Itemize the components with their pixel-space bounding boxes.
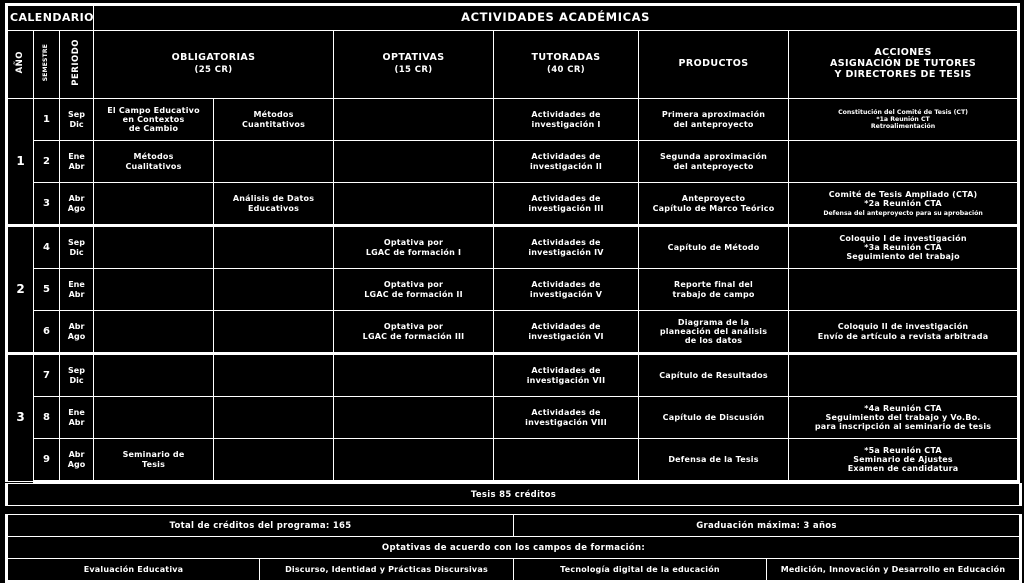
cell-productos: Segunda aproximación del anteproyecto: [639, 141, 789, 183]
cell-obligatorias-2: [214, 311, 334, 354]
footer-campo-3: Medición, Innovación y Desarrollo en Educación: [767, 559, 1021, 582]
cell-acciones: Coloquio I de investigación *3a Reunión CTA Seguimiento del trabajo: [789, 226, 1019, 269]
curriculum-table: [5, 3, 1020, 483]
period-cell: Abr Ago: [60, 311, 94, 354]
cell-productos: Primera aproximación del anteproyecto: [639, 99, 789, 141]
header-obligatorias: OBLIGATORIAS (25 CR): [94, 31, 334, 99]
cell-acciones: Coloquio II de investigación Envío de artículo a revista arbitrada: [789, 311, 1019, 354]
cell-productos: Defensa de la Tesis: [639, 439, 789, 482]
header-actividades-academicas: ACTIVIDADES ACADÉMICAS: [94, 5, 1019, 31]
footer-row-campos: [7, 559, 1021, 582]
cell-obligatorias-2: Métodos Cuantitativos: [214, 99, 334, 141]
semester-cell: 6: [34, 311, 60, 354]
cell-obligatorias-2: [214, 439, 334, 482]
header-optativas: OPTATIVAS (15 CR): [334, 31, 494, 99]
footer-tesis-creditos: Tesis 85 créditos: [7, 484, 1021, 506]
semester-cell: 5: [34, 269, 60, 311]
cell-obligatorias: [94, 397, 214, 439]
year-cell: 2: [7, 226, 34, 354]
footer-block: [5, 483, 1019, 583]
year-cell: 3: [7, 354, 34, 482]
cell-tutoradas: Actividades de investigación III: [494, 183, 639, 226]
semester-cell: 7: [34, 354, 60, 397]
footer-campo-0: Evaluación Educativa: [7, 559, 260, 582]
period-cell: Ene Abr: [60, 397, 94, 439]
cell-acciones: *4a Reunión CTA Seguimiento del trabajo y Vo.Bo. para inscripción al seminario de tesis: [789, 397, 1019, 439]
program-map-sheet: [0, 3, 1024, 574]
cell-acciones: [789, 141, 1019, 183]
cell-productos: Reporte final del trabajo de campo: [639, 269, 789, 311]
table-row: [7, 183, 1019, 226]
cell-obligatorias: [94, 226, 214, 269]
cell-acciones: [789, 269, 1019, 311]
table-header-columns: [7, 31, 1019, 99]
cell-tutoradas: [494, 439, 639, 482]
period-cell: Ene Abr: [60, 141, 94, 183]
cell-obligatorias: [94, 183, 214, 226]
cell-tutoradas: Actividades de investigación VI: [494, 311, 639, 354]
cell-obligatorias-2: [214, 141, 334, 183]
cell-productos: Capítulo de Resultados: [639, 354, 789, 397]
cell-productos: Diagrama de la planeación del análisis de los datos: [639, 311, 789, 354]
cell-tutoradas: Actividades de investigación VII: [494, 354, 639, 397]
cell-obligatorias: [94, 269, 214, 311]
cell-tutoradas: Actividades de investigación VIII: [494, 397, 639, 439]
period-cell: Sep Dic: [60, 354, 94, 397]
cell-obligatorias-2: [214, 354, 334, 397]
cell-acciones: [789, 354, 1019, 397]
cell-obligatorias-2: [214, 226, 334, 269]
footer-table: [5, 483, 1022, 583]
period-cell: Abr Ago: [60, 183, 94, 226]
footer-row-optativas-title: [7, 537, 1021, 559]
cell-obligatorias-2: [214, 269, 334, 311]
header-semestre: SEMESTRE: [34, 31, 60, 99]
semester-cell: 4: [34, 226, 60, 269]
cell-acciones: Comité de Tesis Ampliado (CTA) *2a Reunión CTA Defensa del anteproyecto para su aprobación: [789, 183, 1019, 226]
cell-productos: Capítulo de Discusión: [639, 397, 789, 439]
period-cell: Sep Dic: [60, 226, 94, 269]
table-row: [7, 311, 1019, 354]
header-tutoradas: TUTORADAS (40 CR): [494, 31, 639, 99]
header-anio: AÑO: [7, 31, 34, 99]
cell-optativas: Optativa por LGAC de formación III: [334, 311, 494, 354]
cell-optativas: [334, 99, 494, 141]
semester-cell: 1: [34, 99, 60, 141]
cell-optativas: Optativa por LGAC de formación II: [334, 269, 494, 311]
footer-campo-1: Discurso, Identidad y Prácticas Discursivas: [260, 559, 514, 582]
header-periodo: PERIODO: [60, 31, 94, 99]
cell-obligatorias: Métodos Cualitativos: [94, 141, 214, 183]
table-row: [7, 354, 1019, 397]
cell-obligatorias: El Campo Educativo en Contextos de Cambio: [94, 99, 214, 141]
table-row: [7, 141, 1019, 183]
footer-optativas-titulo: Optativas de acuerdo con los campos de formación:: [7, 537, 1021, 559]
cell-obligatorias-2: Análisis de Datos Educativos: [214, 183, 334, 226]
table-row: [7, 269, 1019, 311]
cell-optativas: [334, 397, 494, 439]
cell-optativas: [334, 439, 494, 482]
cell-tutoradas: Actividades de investigación V: [494, 269, 639, 311]
cell-tutoradas: Actividades de investigación IV: [494, 226, 639, 269]
table-row: [7, 397, 1019, 439]
footer-campo-2: Tecnología digital de la educación: [514, 559, 767, 582]
period-cell: Sep Dic: [60, 99, 94, 141]
cell-obligatorias-2: [214, 397, 334, 439]
footer-spacer: [7, 506, 1021, 515]
cell-optativas: [334, 183, 494, 226]
semester-cell: 9: [34, 439, 60, 482]
cell-optativas: Optativa por LGAC de formación I: [334, 226, 494, 269]
semester-cell: 2: [34, 141, 60, 183]
table-header-top: [7, 5, 1019, 31]
year-cell: 1: [7, 99, 34, 226]
table-row: [7, 226, 1019, 269]
cell-acciones: Constitución del Comité de Tesis (CT) *1a Reunión CT Retroalimentación: [789, 99, 1019, 141]
header-acciones: ACCIONES ASIGNACIÓN DE TUTORES Y DIRECTORES DE TESIS: [789, 31, 1019, 99]
cell-productos: Anteproyecto Capítulo de Marco Teórico: [639, 183, 789, 226]
cell-tutoradas: Actividades de investigación I: [494, 99, 639, 141]
footer-total-creditos: Total de créditos del programa: 165: [7, 515, 514, 537]
semester-cell: 3: [34, 183, 60, 226]
footer-graduacion: Graduación máxima: 3 años: [514, 515, 1021, 537]
header-productos: PRODUCTOS: [639, 31, 789, 99]
table-row: [7, 99, 1019, 141]
footer-row-tesis: [7, 484, 1021, 506]
cell-acciones-note: Defensa del anteproyecto para su aprobación: [823, 209, 983, 217]
header-calendario: CALENDARIO: [7, 5, 94, 31]
period-cell: Abr Ago: [60, 439, 94, 482]
cell-acciones: *5a Reunión CTA Seminario de Ajustes Examen de candidatura: [789, 439, 1019, 482]
cell-obligatorias: [94, 354, 214, 397]
footer-row-total: [7, 515, 1021, 537]
cell-productos: Capítulo de Método: [639, 226, 789, 269]
cell-optativas: [334, 354, 494, 397]
period-cell: Ene Abr: [60, 269, 94, 311]
semester-cell: 8: [34, 397, 60, 439]
cell-tutoradas: Actividades de investigación II: [494, 141, 639, 183]
cell-obligatorias: Seminario de Tesis: [94, 439, 214, 482]
cell-obligatorias: [94, 311, 214, 354]
table-row: [7, 439, 1019, 482]
cell-optativas: [334, 141, 494, 183]
